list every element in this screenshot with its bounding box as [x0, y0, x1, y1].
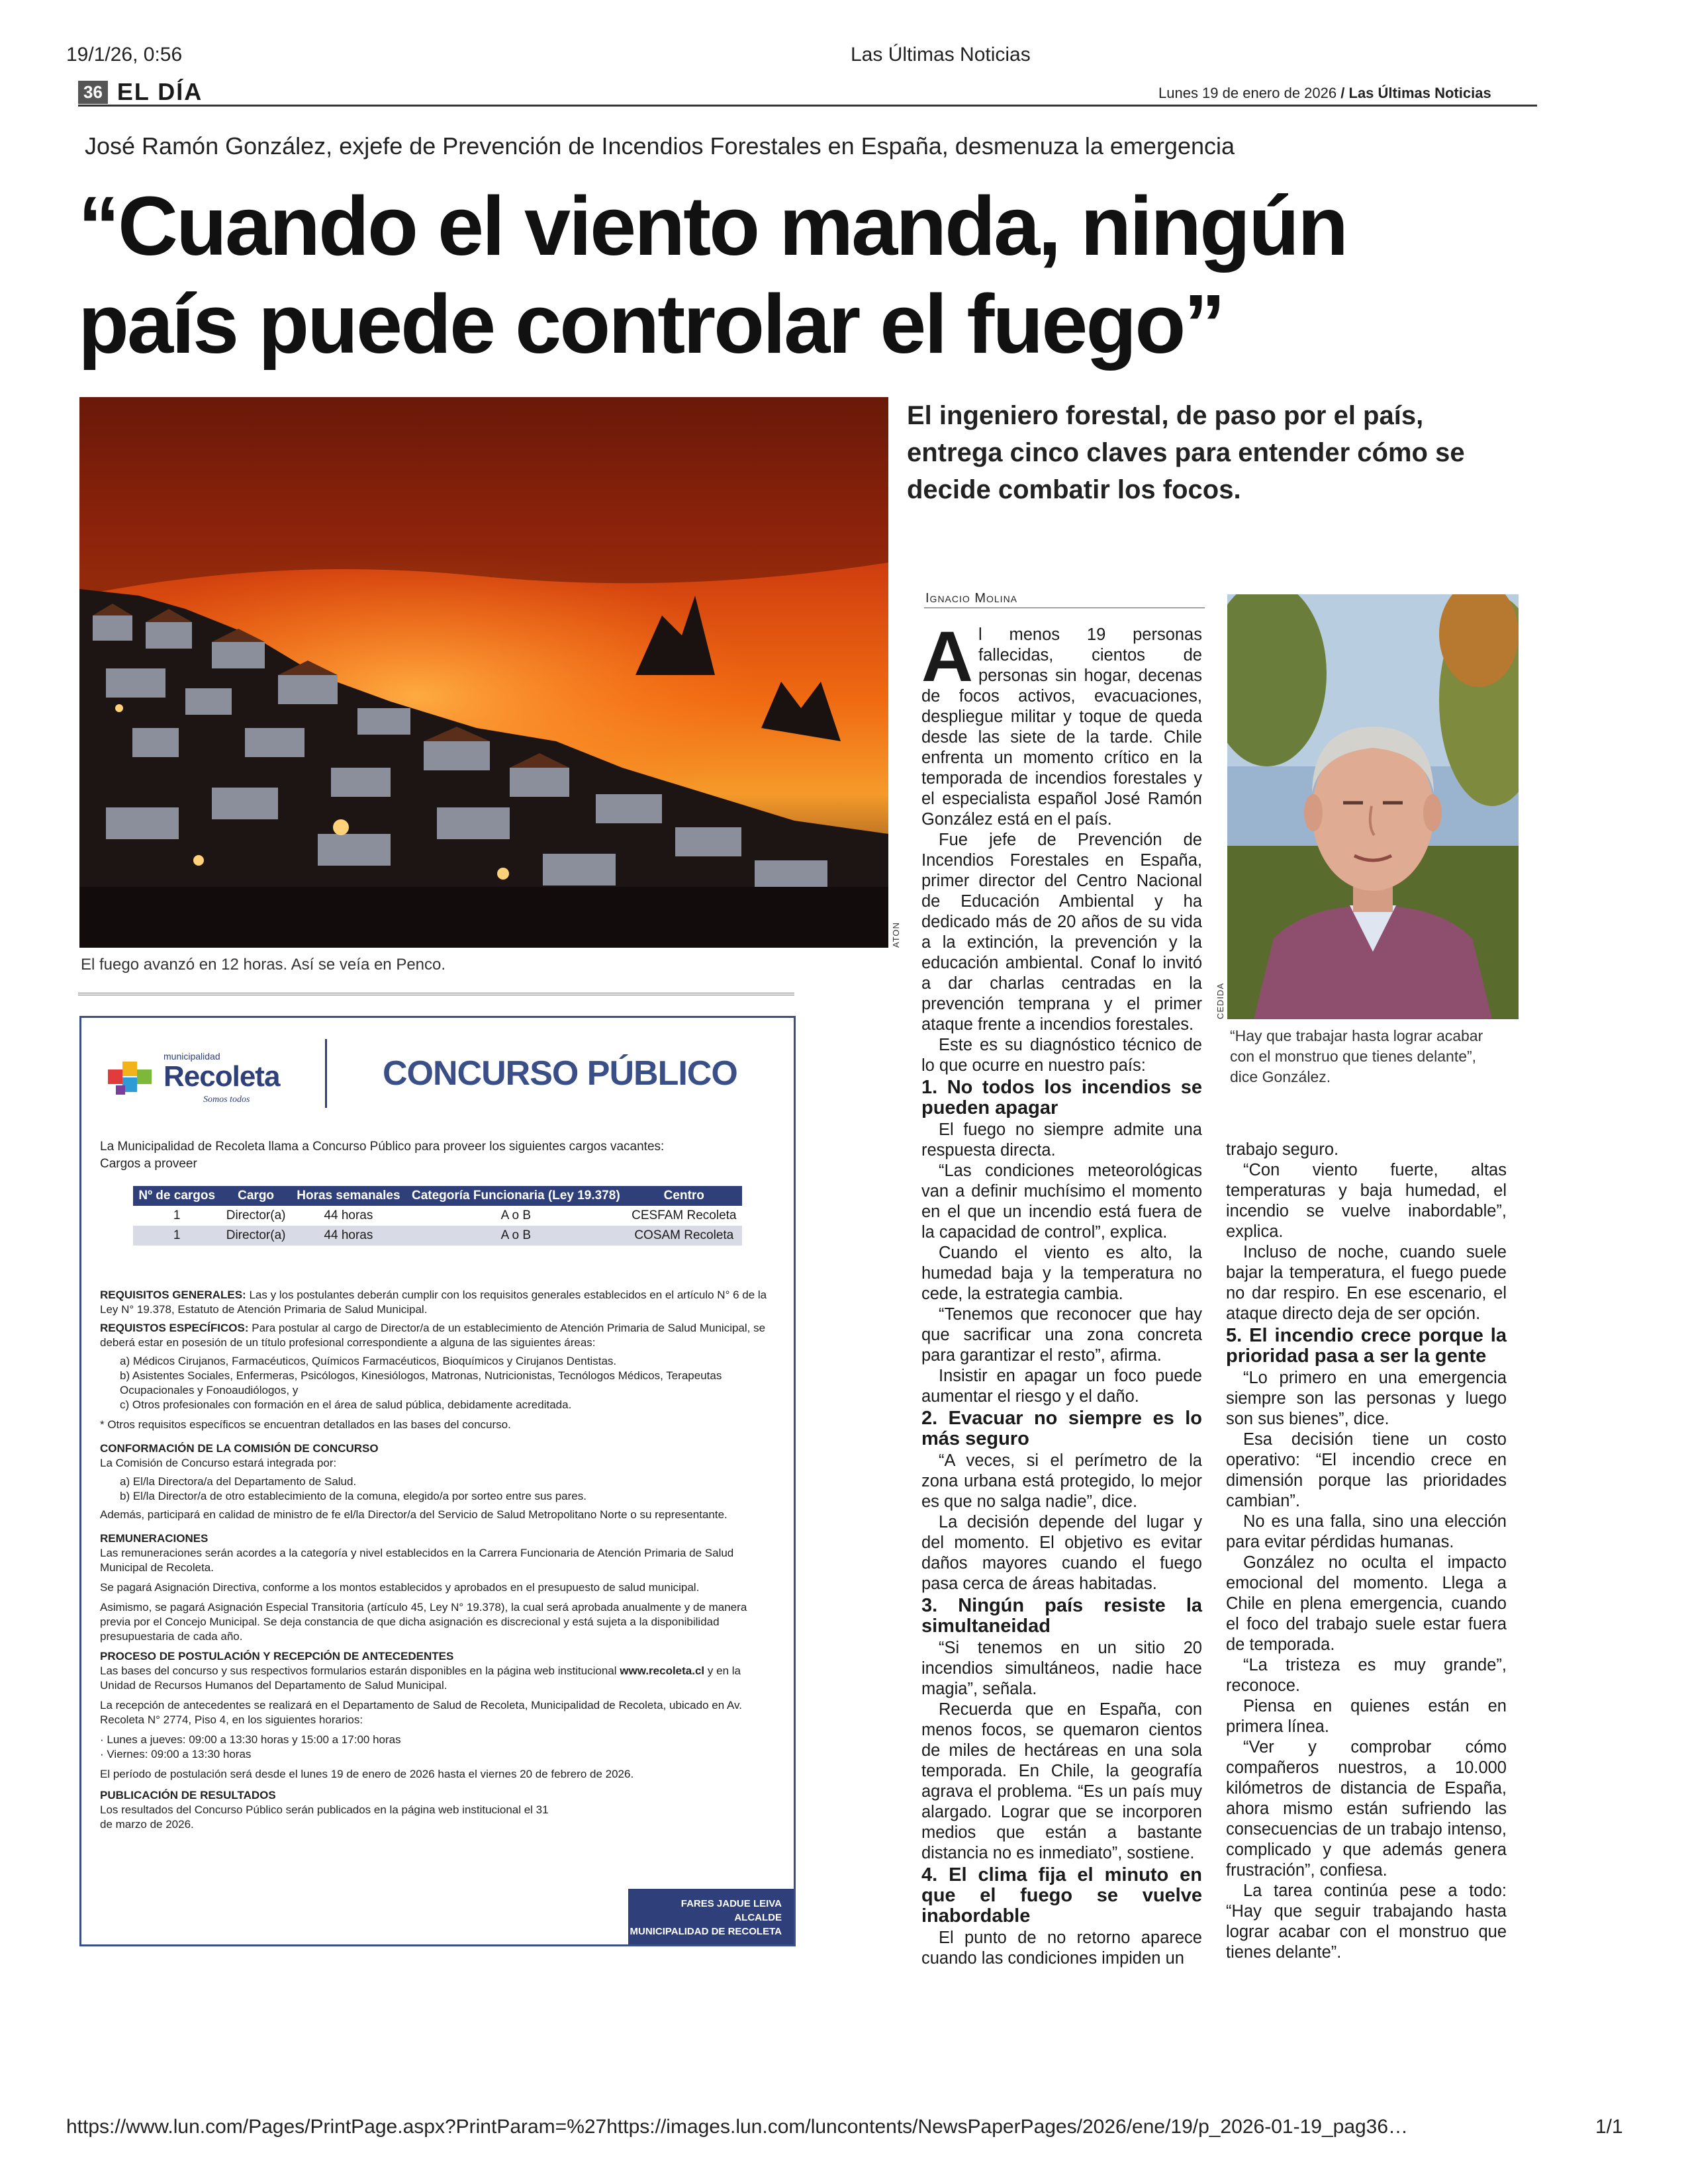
fire-photo [79, 397, 888, 948]
header-separator: / [1340, 85, 1345, 101]
remun-label: REMUNERACIONES [100, 1532, 209, 1545]
req-esp-text: Para postular al cargo de Director/a de un establecimiento de Atención Primaria de Salud Municipal, se deberá estar en posesión de un título profesional correspondiente a alguna de las siguientes áreas: [100, 1322, 766, 1349]
cargos-table [133, 1186, 742, 1246]
table-cell: 44 horas [291, 1226, 406, 1246]
paragraph: Insistir en apagar un foco puede aumentar el riesgo y el daño. [921, 1367, 1202, 1406]
subhead-3: 3. Ningún país resiste la simultaneidad [921, 1595, 1202, 1637]
ad-intro-text: La Municipalidad de Recoleta llama a Concurso Público para proveer los siguientes cargos vacantes: [100, 1140, 665, 1154]
article-column-2 [1226, 1140, 1507, 1963]
sign-role: ALCALDE [734, 1912, 782, 1923]
comision-intro: La Comisión de Concurso estará integrada por: [100, 1457, 337, 1469]
logo-tagline: Somos todos [203, 1095, 250, 1105]
headline-line-2: país puede controlar el fuego” [78, 277, 1224, 371]
proceso-1-text: Las bases del concurso y sus respectivos formularios estarán disponibles en la página web institucional [100, 1664, 617, 1677]
drop-cap: A [921, 616, 973, 696]
paragraph: La decisión depende del lugar y del momento. El objetivo es evitar daños mayores cuando el fuego pasa cerca de áreas habitadas. [921, 1513, 1202, 1593]
proceso-label: PROCESO DE POSTULACIÓN Y RECEPCIÓN DE ANTECEDENTES [100, 1650, 454, 1662]
remun-2: Se pagará Asignación Directiva, conforme a los montos establecidos y aprobados en el presupuesto de salud municipal. [100, 1581, 700, 1594]
paragraph: Este es su diagnóstico técnico de lo que ocurre en nuestro país: [921, 1036, 1202, 1075]
subhead-1: 1. No todos los incendios se pueden apagar [921, 1077, 1202, 1118]
paragraph: No es una falla, sino una elección para evitar pérdidas humanas. [1226, 1512, 1507, 1551]
recoleta-logo [104, 1042, 329, 1108]
paragraph: l menos 19 personas fallecidas, cientos de personas sin hogar, decenas de focos activos, evacuaciones, despliegue militar y toque de queda desde las siete de la tarde. Chile enfrenta un momento crítico en la temporada de incendios forestales y el especialista español José Ramón González está en el país. [921, 625, 1202, 829]
paragraph: Piensa en quienes están en primera línea. [1226, 1697, 1507, 1736]
periodo: El período de postulación será desde el lunes 19 de enero de 2026 hasta el viernes 20 de febrero de 2026. [100, 1768, 634, 1780]
paragraph: “La tristeza es muy grande”, reconoce. [1226, 1656, 1507, 1695]
page-number: 36 [78, 81, 108, 104]
col-header: Horas semanales [291, 1186, 406, 1206]
remun-1: Las remuneraciones serán acordes a la categoría y nivel establecidos en la Carrera Funcionaria de Atención Primaria de Salud Municipal de Recoleta. [100, 1547, 734, 1574]
recoleta-logo-icon [104, 1055, 157, 1101]
paragraph: Esa decisión tiene un costo operativo: “El incendio crece en dimensión porque las prioridades cambian”. [1226, 1430, 1507, 1510]
proceso-1-text-2: y en la Unidad de Recursos Humanos del Departamento de Salud Municipal. [100, 1664, 741, 1692]
req-generales [100, 1288, 775, 1317]
list-item: a) El/la Directora/a del Departamento de Salud. [120, 1475, 357, 1488]
header-paper: Las Últimas Noticias [1348, 85, 1491, 101]
req-gen-text: Las y los postulantes deberán cumplir con los requisitos generales establecidos en el artículo N° 6 de la Ley N° 19.378, Estatuto de Atención Primaria de Salud Municipal. [100, 1289, 767, 1316]
paragraph: “Tenemos que reconocer que hay que sacrificar una zona concreta para garantizar el resto”, afirma. [921, 1305, 1202, 1365]
list-item: a) Médicos Cirujanos, Farmacéuticos, Químicos Farmacéuticos, Bioquímicos y Cirujanos Dentistas. [120, 1355, 617, 1367]
table-cell: CESFAM Recoleta [626, 1206, 742, 1226]
comision-extra: Además, participará en calidad de ministro de fe el/la Director/a del Servicio de Salud Metropolitano Norte o su representante. [100, 1508, 727, 1521]
ad-intro-text-2: Cargos a proveer [100, 1157, 197, 1171]
req-esp-label: REQUISTOS ESPECÍFICOS: [100, 1322, 249, 1334]
subhead-2: 2. Evacuar no siempre es lo más seguro [921, 1408, 1202, 1449]
paragraph: “A veces, si el perímetro de la zona urbana está protegido, lo mejor es que no salga nadie”, dice. [921, 1451, 1202, 1511]
paragraph: González no oculta el impacto emocional del momento. Llega a Chile en plena emergencia, cuando el foco del trabajo suele estar fuera de temporada. [1226, 1553, 1507, 1654]
list-item: c) Otros profesionales con formación en el área de salud pública, debidamente acreditada. [120, 1398, 572, 1411]
subhead-4: 4. El clima fija el minuto en que el fuego se vuelve inabordable [921, 1864, 1202, 1927]
fire-photo-caption: El fuego avanzó en 12 horas. Así se veía en Penco. [81, 956, 446, 974]
public-text: Los resultados del Concurso Público serán publicados en la página web institucional el 31 de marzo de 2026. [100, 1803, 549, 1831]
deck: El ingeniero forestal, de paso por el país, entrega cinco claves para entender cómo se decide combatir los focos. [907, 401, 1465, 504]
comision-label: CONFORMACIÓN DE LA COMISIÓN DE CONCURSO [100, 1442, 379, 1455]
req-especificos [100, 1321, 775, 1350]
print-page-count: 1/1 [1595, 2116, 1623, 2138]
portrait-credit: CEDIDA [1215, 982, 1225, 1019]
sign-org: MUNICIPALIDAD DE RECOLETA [630, 1926, 782, 1937]
logo-divider [325, 1039, 327, 1108]
header-dateline [1158, 85, 1491, 102]
portrait-image [1227, 594, 1519, 1019]
table-cell: A o B [406, 1206, 626, 1226]
table-cell: A o B [406, 1226, 626, 1246]
table-cell: COSAM Recoleta [626, 1226, 742, 1246]
table-cell: 1 [133, 1226, 220, 1246]
paragraph: Incluso de noche, cuando suele bajar la temperatura, el fuego puede no dar respiro. En ese escenario, el ataque directo deja de ser opción. [1226, 1243, 1507, 1323]
kicker: José Ramón González, exjefe de Prevención de Incendios Forestales en España, desmenuza la emergencia [85, 132, 1235, 159]
col-header: Cargo [220, 1186, 291, 1206]
horario-1: · Lunes a jueves: 09:00 a 13:30 horas y 15:00 a 17:00 horas [100, 1733, 401, 1746]
paragraph: “Ver y comprobar cómo compañeros nuestros, a 10.000 kilómetros de distancia de España, ahora mismo están sufriendo las consecuencias de un trabajo intenso, complicado y que además genera frustración”, confiesa. [1226, 1738, 1507, 1880]
remun-3: Asimismo, se pagará Asignación Especial Transitoria (artículo 45, Ley N° 19.378), la cual será aprobada anualmente y de manera previa por el Concejo Municipal. Se deja constancia de que dicha asignación es discrecional y está sujeta a la disponibilidad presupuestaria de cada año. [100, 1601, 747, 1643]
fire-photo-image [79, 397, 888, 948]
paragraph: Cuando el viento es alto, la humedad baja y la temperatura no cede, la estrategia cambia. [921, 1244, 1202, 1303]
ad-body [100, 1288, 775, 1832]
signature-block [628, 1889, 794, 1944]
list-item: b) Asistentes Sociales, Enfermeras, Psicólogos, Kinesiólogos, Matronas, Nutricionistas, Tecnólogos Médicos, Terapeutas Ocupacionales y Fonoaudiólogos, y [120, 1369, 722, 1396]
table-header-row [133, 1186, 742, 1206]
col-header: Categoría Funcionaria (Ley 19.378) [406, 1186, 626, 1206]
table-row [133, 1206, 742, 1226]
ad-divider [78, 993, 794, 995]
logo-small: municipalidad [164, 1051, 220, 1062]
table-cell: Director(a) [220, 1226, 291, 1246]
header-date: Lunes 19 de enero de 2026 [1158, 85, 1337, 101]
header-rule [78, 105, 1537, 107]
proceso-2: La recepción de antecedentes se realizará en el Departamento de Salud de Recoleta, Municipalidad de Recoleta, ubicado en Av. Recoleta N° 2774, Piso 4, en los siguientes horarios: [100, 1699, 742, 1726]
headline-line-1: “Cuando el viento manda, ningún [78, 179, 1347, 273]
col-header: Centro [626, 1186, 742, 1206]
headline [78, 177, 1534, 373]
comision-list [100, 1475, 775, 1504]
table-cell: Director(a) [220, 1206, 291, 1226]
paragraph: “Las condiciones meteorológicas van a definir muchísimo el momento en el que un incendio está fuera de la capacidad de control”, explica. [921, 1161, 1202, 1242]
list-item: b) El/la Director/a de otro establecimiento de la comuna, elegido/a por sorteo entre sus pares. [120, 1490, 586, 1502]
print-url: https://www.lun.com/Pages/PrintPage.aspx?PrintParam=%27https://images.lun.com/luncontents/NewsPaperPages/2026/ene/19/p_2026-01-19_pag36… [66, 2116, 1409, 2138]
proceso-1 [100, 1664, 775, 1693]
public-label: PUBLICACIÓN DE RESULTADOS [100, 1789, 276, 1801]
paragraph: “Si tenemos en un sitio 20 incendios simultáneos, nadie hace magia”, señala. [921, 1639, 1202, 1698]
portrait-photo [1227, 594, 1519, 1019]
sign-name: FARES JADUE LEIVA [680, 1898, 782, 1909]
ad-intro [100, 1138, 775, 1173]
section-name: EL DÍA [117, 78, 203, 105]
ad-title: CONCURSO PÚBLICO [383, 1054, 737, 1093]
concurso-ad [79, 1016, 796, 1946]
portrait-caption: “Hay que trabajar hasta lograr acabar con el monstruo que tienes delante”, dice González. [1230, 1027, 1483, 1085]
print-title: Las Últimas Noticias [851, 44, 1031, 66]
table-cell: 44 horas [291, 1206, 406, 1226]
paragraph: “Con viento fuerte, altas temperaturas y baja humedad, el incendio se vuelve inabordable”, explica. [1226, 1161, 1507, 1241]
article-column-1 [921, 616, 1202, 1969]
subhead-5: 5. El incendio crece porque la prioridad pasa a ser la gente [1226, 1325, 1507, 1367]
paragraph: Recuerda que en España, con menos focos, se quemaron cientos de miles de hectáreas en una sola temporada. En Chile, la geografía agrava el problema. “Es un país muy alargado. Lograr que se incorporen medios que están a bastante distancia no es inmediato”, sostiene. [921, 1700, 1202, 1862]
col-header: Nº de cargos [133, 1186, 220, 1206]
section-header [78, 78, 203, 106]
logo-name: Recoleta [164, 1060, 280, 1093]
horario-2: · Viernes: 09:00 a 13:30 horas [100, 1748, 252, 1760]
table-row [133, 1226, 742, 1246]
paragraph: “Lo primero en una emergencia siempre son las personas y luego son sus bienes”, dice. [1226, 1369, 1507, 1428]
paragraph: El fuego no siempre admite una respuesta directa. [921, 1120, 1202, 1160]
paragraph: Fue jefe de Prevención de Incendios Forestales en España, primer director del Centro Nacional de Educación Ambiental y ha dedicado más de 20 años de su vida a la extinción, la prevención y la educación ambiental. Conaf lo invitó a dar charlas centradas en la prevención temprana y el primer ataque frente a incendios forestales. [921, 831, 1202, 1034]
req-gen-label: REQUISITOS GENERALES: [100, 1289, 246, 1301]
proceso-link: www.recoleta.cl [620, 1664, 705, 1677]
print-datetime: 19/1/26, 0:56 [66, 44, 183, 66]
paragraph: trabajo seguro. [1226, 1140, 1339, 1159]
table-cell: 1 [133, 1206, 220, 1226]
paragraph: El punto de no retorno aparece cuando las condiciones impiden un [921, 1929, 1202, 1968]
fire-photo-credit: ATON [891, 922, 901, 948]
req-note: * Otros requisitos específicos se encuentran detallados en las bases del concurso. [100, 1418, 511, 1431]
req-list [100, 1354, 775, 1412]
byline: Ignacio Molina [925, 591, 1018, 606]
paragraph: La tarea continúa pese a todo: “Hay que seguir trabajando hasta lograr acabar con el monstruo que tienes delante”. [1226, 1882, 1507, 1962]
